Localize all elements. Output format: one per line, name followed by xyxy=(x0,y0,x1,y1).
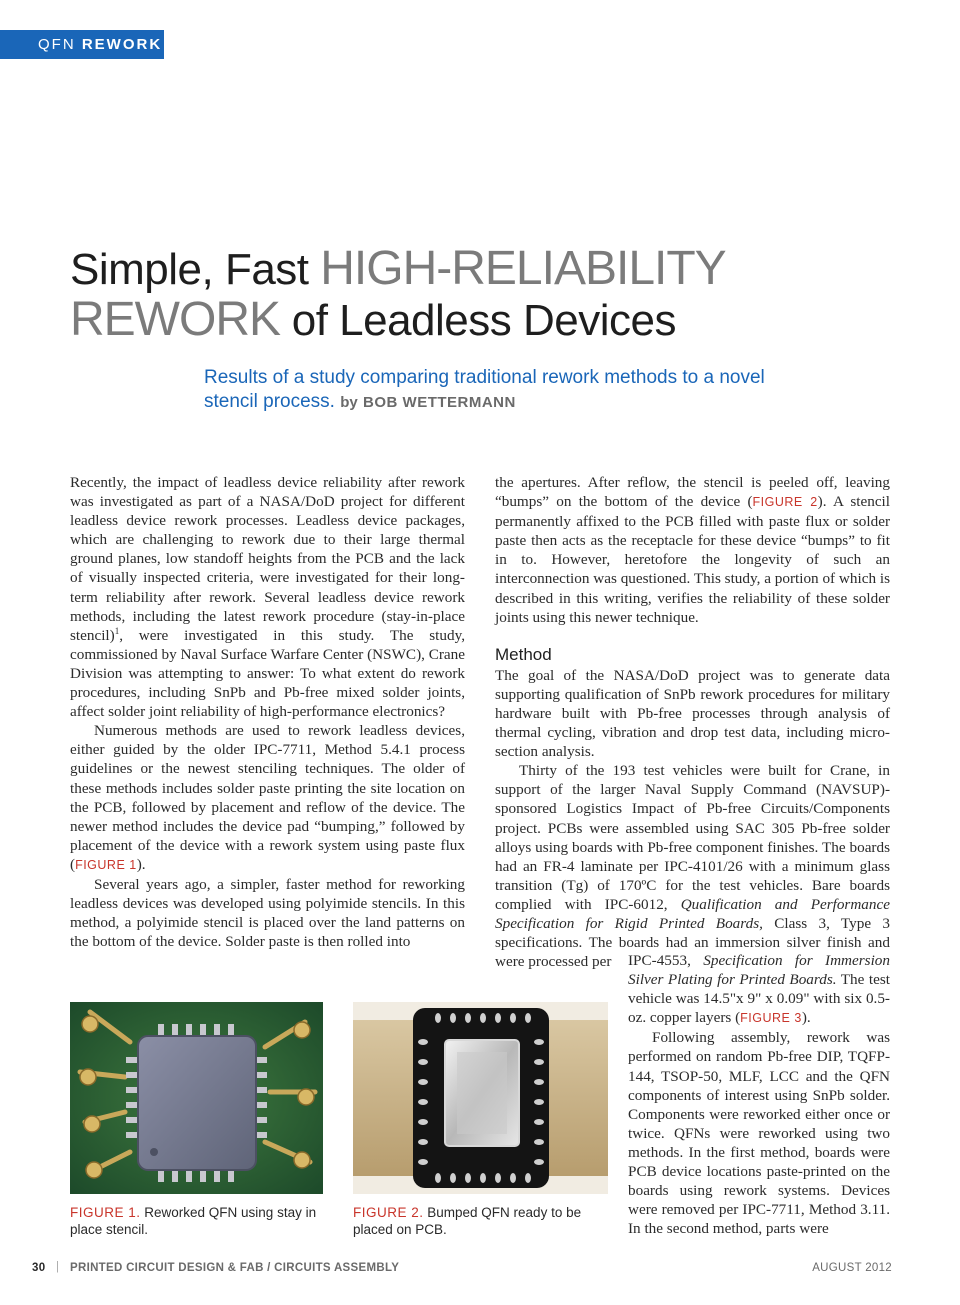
publication-name: PRINTED CIRCUIT DESIGN & FAB / CIRCUITS ASSEMBLY xyxy=(70,1262,400,1274)
deck-text: Results of a study comparing traditional rework methods to a novel stencil process. xyxy=(204,367,765,412)
byline-author: BOB WETTERMANN xyxy=(363,394,516,411)
section-tab xyxy=(0,30,164,59)
figure-2-label: FIGURE 2. xyxy=(353,1205,424,1220)
figure-2-caption xyxy=(353,1204,608,1238)
figure-1-caption xyxy=(70,1204,335,1238)
paragraph: Thirty of the 193 test vehicles were built for Crane, in support of the larger Naval Supply Command (NAVSUP)-sponsored Logistics Impact of Pb-free Circuits/Components project. PCBs were assembled using SAC 305 Pb-free solder alloys using boards with Pb-free component finishes. The boards had an FR-4 laminate per IPC-4101/26 with a minimum glass transition (Tg) of 170ºC for the test vehicles. Bare boards complied with IPC-6012, Qualification and Performance Specification for Rigid Printed Boards, Class 3, Type 3 specifications. The boards had an immersion silver finish and were processed per xyxy=(495,762,890,971)
section-heading: Method xyxy=(495,644,552,664)
paragraph: Following assembly, rework was performed on random Pb-free DIP, TQFP-144, TSOP-50, MLF, LCC and the QFN components of interest using SnPb solder. Components were reworked either once or twice. QFNs were reworked using two methods. In the first method, boards were PCB device locations paste-printed on the boards using rework systems. Devices were removed per IPC-7711, Method 3.11. In the second method, parts were xyxy=(628,1029,890,1238)
reworked-qfn-image xyxy=(70,1002,323,1194)
paragraph: Recently, the impact of leadless device reliability after rework was investigated as part of a NASA/DoD project for different leadless device rework processes. Leadless device packages, which are challenging to rework due to their large thermal ground planes, low standoff heights from the PCB and the lack of visually inspected criteria, were investigated for their long-term reliability after rework. Several leadless device rework methods, including the latest rework procedure (stay-in-place stencil)$^1$, were investigated in this study. The study, commissioned by Naval Surface Warfare Center (NSWC), Crane Division was attempting to answer: To what extent do rework procedures, including SnPb and Pb-free mixed solder joints, affect solder joint reliability of high-performance electronics? xyxy=(70,474,465,721)
title-part-4: of Leadless Devices xyxy=(280,296,676,345)
byline-by: by xyxy=(340,394,358,411)
title-part-1: Simple, Fast xyxy=(70,245,321,294)
figure-1-text: Reworked QFN using stay in place stencil. xyxy=(70,1205,317,1237)
figure-2-text: Bumped QFN ready to be placed on PCB. xyxy=(353,1205,582,1237)
body-column-2 xyxy=(495,473,890,971)
paragraph: Numerous methods are used to rework leadless devices, either guided by the older IPC-7711, Method 5.4.1 process guidelines or the newest stenciling techniques. The older of these methods includes solder paste printing the site location on the PCB, followed by placement and reflow of the device. The newer method includes the device pad “bumping,” followed by placement of the device with a rework system using paste flux (FIGURE 1). xyxy=(70,722,465,873)
figure-2-photo xyxy=(353,1002,608,1194)
figure-ref: FIGURE 2 xyxy=(752,495,818,510)
paragraph: The goal of the NASA/DoD project was to generate data supporting qualification of SnPb rework procedures for military hardware built with Pb-free processes through analysis of thermal cycling, vibration and drop test data, including micro-section analysis. xyxy=(495,666,890,761)
bumped-qfn-image xyxy=(353,1002,608,1194)
title-part-3: REWORK xyxy=(70,293,280,346)
body-column-1 xyxy=(70,473,465,951)
paragraph: Several years ago, a simpler, faster method for reworking leadless devices was developed using polyimide stencils. In this method, a polyimide stencil is placed over the land patterns on the bottom of the device. Solder paste is then rolled into xyxy=(70,875,465,951)
section-label: REWORK xyxy=(81,36,163,53)
footer-separator: | xyxy=(56,1261,60,1273)
article-deck xyxy=(204,366,804,415)
paragraph: IPC-4553, Specification for Immersion Silver Plating for Printed Boards. The test vehicle was 14.5"x 9" x 0.09" with six 0.5-oz. copper layers (FIGURE 3). xyxy=(628,952,890,1027)
figure-1-label: FIGURE 1. xyxy=(70,1205,141,1220)
figure-ref: FIGURE 3 xyxy=(740,1011,802,1026)
issue-date: AUGUST 2012 xyxy=(812,1262,892,1274)
figure-1-photo xyxy=(70,1002,323,1194)
article-title xyxy=(70,244,930,346)
page-footer xyxy=(32,1262,892,1278)
title-part-2: HIGH-RELIABILITY xyxy=(320,242,726,295)
footnote-ref: 1 xyxy=(114,625,120,636)
body-column-3 xyxy=(628,951,890,1238)
figure-ref: FIGURE 1 xyxy=(75,857,137,872)
page-number: 30 xyxy=(32,1262,46,1274)
paragraph: the apertures. After reflow, the stencil is peeled off, leaving “bumps” on the bottom of the device (FIGURE 2). A stencil permanently affixed to the PCB filled with paste flux or solder paste then acts as the receptacle for these device “bumps” to fit in to. However, heretofore the longevity of such an interconnection was questioned. This study, a portion of which is described in this writing, verifies the reliability of these solder joints using this newer technique. xyxy=(495,474,890,626)
section-prefix: QFN xyxy=(38,36,76,53)
